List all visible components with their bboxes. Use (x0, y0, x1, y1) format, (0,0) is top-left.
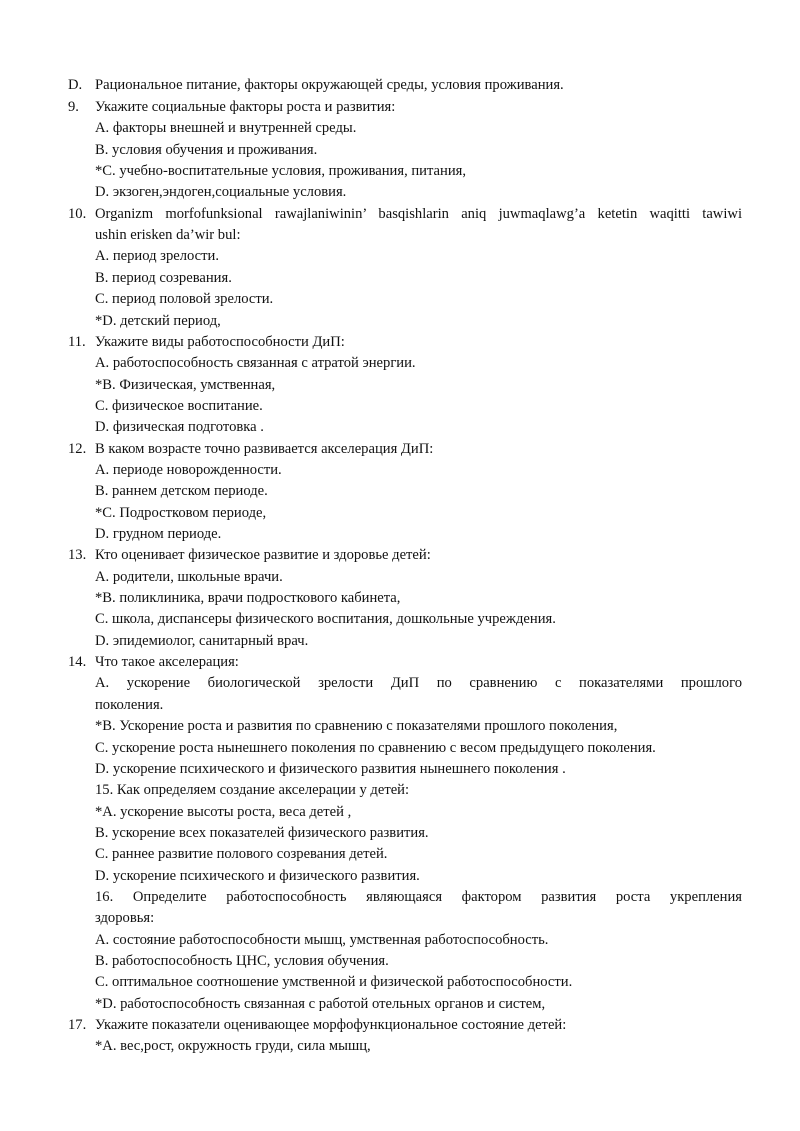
answer-option: A. ускорение биологической зрелости ДиП по сравнению с показателями прошлого (95, 675, 742, 691)
answer-option-correct: *C. Подростковом периоде, (95, 505, 267, 521)
answer-option: A. работоспособность связанная с атратой энергии. (95, 355, 416, 371)
answer-option: D. грудном периоде. (95, 526, 222, 542)
answer-option: B. период созревания. (95, 270, 232, 286)
answer-option: C. период половой зрелости. (95, 291, 274, 307)
question-text: Укажите показатели оценивающее морфофункциональное состояние детей: (95, 1017, 567, 1033)
question-line: 15. Как определяем создание акселерации у детей: (95, 782, 410, 798)
question-number: 17. (68, 1017, 87, 1033)
question-text-continued: ushin erisken da’wir bul: (95, 227, 241, 243)
answer-option: C. физическое воспитание. (95, 398, 263, 414)
question-line: 16. Определите работоспособность являющаяся фактором развития роста укрепления (95, 889, 742, 905)
question-number: 13. (68, 547, 87, 563)
answer-option: C. оптимальное соотношение умственной и физической работоспособности. (95, 974, 573, 990)
answer-option-correct: *A. вес,рост, окружность груди, сила мышц, (95, 1038, 371, 1054)
answer-text: Рациональное питание, факторы окружающей среды, условия проживания. (95, 77, 564, 93)
answer-option: B. работоспособность ЦНС, условия обучения. (95, 953, 389, 969)
answer-option-correct: *C. учебно-воспитательные условия, проживания, питания, (95, 163, 467, 179)
question-text: Organizm morfofunksional rawajlaniwinin’ basqishlarin aniq juwmaqlawg’a ketetin waqitti tawiwi (95, 206, 742, 222)
answer-option-correct: *B. Физическая, умственная, (95, 377, 276, 393)
question-number: 11. (68, 334, 86, 350)
question-number: 12. (68, 441, 87, 457)
answer-option: B. раннем детском периоде. (95, 483, 268, 499)
question-number: 14. (68, 654, 87, 670)
question-text: Укажите социальные факторы роста и развития: (95, 99, 396, 115)
answer-option-correct: *B. Ускорение роста и развития по сравнению с показателями прошлого поколения, (95, 718, 618, 734)
question-text: Кто оценивает физическое развитие и здоровье детей: (95, 547, 431, 563)
answer-option-correct: *D. детский период, (95, 313, 221, 329)
question-text-continued: здоровья: (95, 910, 155, 926)
question-number: 9. (68, 99, 79, 115)
answer-option-correct: *D. работоспособность связанная с работой отельных органов и систем, (95, 996, 546, 1012)
answer-option: A. факторы внешней и внутренней среды. (95, 120, 357, 136)
answer-option: C. ускорение роста нынешнего поколения по сравнению с весом предыдущего поколения. (95, 740, 656, 756)
answer-option-correct: *B. поликлиника, врачи подросткового кабинета, (95, 590, 401, 606)
answer-option: A. родители, школьные врачи. (95, 569, 283, 585)
answer-option: C. школа, диспансеры физического воспитания, дошкольные учреждения. (95, 611, 556, 627)
question-text: Что такое акселерация: (95, 654, 239, 670)
answer-option: D. ускорение психического и физического развития. (95, 868, 420, 884)
answer-option: B. ускорение всех показателей физического развития. (95, 825, 429, 841)
answer-option: D. экзоген,эндоген,социальные условия. (95, 184, 347, 200)
answer-option: C. раннее развитие полового созревания детей. (95, 846, 388, 862)
answer-option: D. эпидемиолог, санитарный врач. (95, 633, 309, 649)
question-text: В каком возрасте точно развивается акселерация ДиП: (95, 441, 434, 457)
answer-option-continued: поколения. (95, 697, 164, 713)
answer-option-correct: *A. ускорение высоты роста, веса детей , (95, 804, 352, 820)
answer-option: D. физическая подготовка . (95, 419, 264, 435)
answer-option: A. состояние работоспособности мышц, умственная работоспособность. (95, 932, 549, 948)
option-letter: D. (68, 77, 83, 93)
question-number: 10. (68, 206, 87, 222)
answer-option: A. период зрелости. (95, 248, 219, 264)
answer-option: D. ускорение психического и физического развития нынешнего поколения . (95, 761, 566, 777)
question-text: Укажите виды работоспособности ДиП: (95, 334, 345, 350)
answer-option: A. периоде новорожденности. (95, 462, 282, 478)
answer-option: B. условия обучения и проживания. (95, 142, 318, 158)
